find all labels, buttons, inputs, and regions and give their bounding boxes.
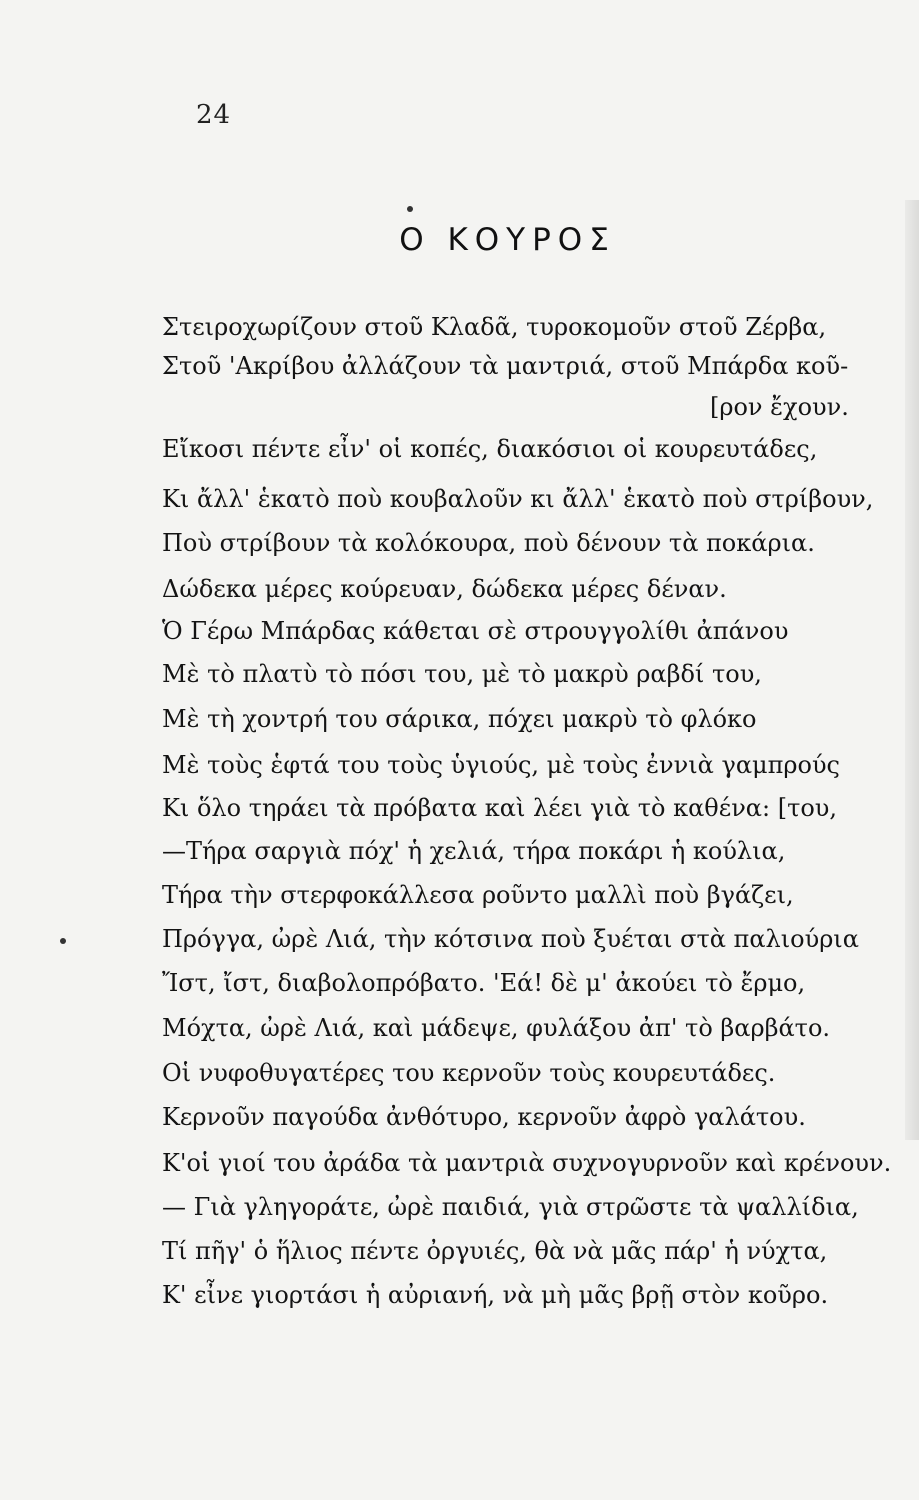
poem-line: Μὲ τὴ χοντρή του σάρικα, πόχει μακρὺ τὸ φλόκο [162, 705, 757, 733]
poem-line: Ὁ Γέρω Μπάρδας κάθεται σὲ στρουγγολίθι ἀπάνου [162, 617, 789, 645]
poem-line-continuation: [ρον ἔχουν. [710, 393, 849, 421]
poem-title: Ο ΚΟΥΡΟΣ [399, 222, 616, 258]
poem-line: Κι ἄλλ' ἑκατὸ ποὺ κουβαλοῦν κι ἄλλ' ἑκατὸ ποὺ στρίβουν, [162, 485, 874, 513]
poem-line: Μὲ τὸ πλατὺ τὸ πόσι του, μὲ τὸ μακρὺ ραβδί του, [162, 660, 762, 688]
poem-line: Μὲ τοὺς ἑφτά του τοὺς ὑγιούς, μὲ τοὺς ἐννιὰ γαμπρούς [162, 751, 840, 779]
poem-line: Οἱ νυφοθυγατέρες του κερνοῦν τοὺς κουρευτάδες. [162, 1059, 776, 1087]
poem-line: Ἴστ, ἴστ, διαβολοπρόβατο. 'Εά! δὲ μ' ἀκούει τὸ ἔρμο, [162, 969, 806, 997]
poem-line: Στειροχωρίζουν στοῦ Κλαδᾶ, τυροκομοῦν στοῦ Ζέρβα, [162, 313, 827, 341]
poem-line: Κερνοῦν παγούδα ἀνθότυρο, κερνοῦν ἀφρὸ γαλάτου. [162, 1103, 806, 1131]
poem-line: Κ' εἶνε γιορτάσι ἡ αὐριανή, νὰ μὴ μᾶς βρῇ στὸν κοῦρο. [162, 1281, 829, 1309]
poem-line: Στοῦ 'Ακρίβου ἀλλάζουν τὰ μαντριά, στοῦ Μπάρδα κοῦ- [162, 352, 849, 380]
poem-line: Δώδεκα μέρες κούρευαν, δώδεκα μέρες δέναν. [162, 575, 727, 603]
poem-line: Τί πῆγ' ὁ ἥλιος πέντε ὀργυιές, θὰ νὰ μᾶς πάρ' ἡ νύχτα, [162, 1237, 828, 1265]
page-number: 24 [196, 100, 232, 130]
poem-line: Εἴκοσι πέντε εἶν' οἱ κοπές, διακόσιοι οἱ κουρευτάδες, [162, 435, 818, 463]
poem-line: Κι ὅλο τηράει τὰ πρόβατα καὶ λέει γιὰ τὸ καθένα: [του, [162, 794, 838, 822]
poem-line: Πρόγγα, ὠρὲ Λιά, τὴν κότσινα ποὺ ξυέται στὰ παλιούρια [162, 925, 859, 953]
poem-line: Τήρα τὴν στερφοκάλλεσα ροῦντο μαλλὶ ποὺ βγάζει, [162, 881, 794, 909]
poem-line: — Γιὰ γληγοράτε, ὠρὲ παιδιά, γιὰ στρῶστε τὰ ψαλλίδια, [162, 1193, 859, 1221]
poem-line: Μόχτα, ὠρὲ Λιά, καὶ μάδεψε, φυλάξου ἀπ' τὸ βαρβάτο. [162, 1014, 831, 1042]
poem-line: Ποὺ στρίβουν τὰ κολόκουρα, ποὺ δένουν τὰ ποκάρια. [162, 529, 815, 557]
poem-line: —Τήρα σαργιὰ πόχ' ἡ χελιά, τήρα ποκάρι ἡ κούλια, [162, 837, 786, 865]
poem-line: Κ'οἱ γιοί του ἀράδα τὰ μαντριὰ συχνογυρνοῦν καὶ κρένουν. [162, 1149, 892, 1177]
